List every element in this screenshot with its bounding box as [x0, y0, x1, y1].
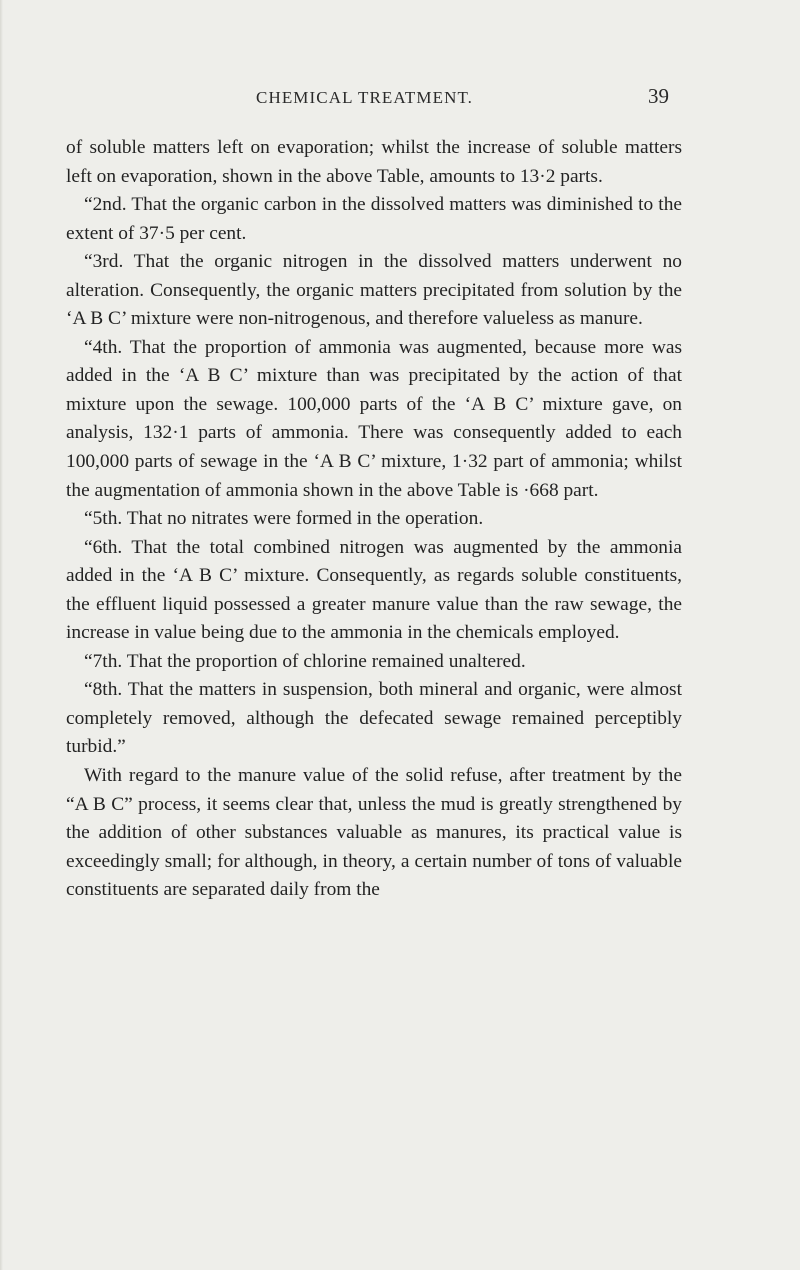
- paragraph-continued: of soluble matters left on evaporation; whilst the increase of soluble matters left on evaporation, shown in the above Table, amounts to 13·2 parts.: [66, 137, 682, 187]
- paragraph-third-finding: “3rd. That the organic nitrogen in the dissolved matters underwent no alteration. Consequently, the organic matters precipitated from solution by the ‘A B C’ mixture were non-nitrogenous, and therefore valueless as manure.: [66, 251, 682, 330]
- paragraph-eighth-finding: “8th. That the matters in suspension, both mineral and organic, were almost completely removed, although the defecated sewage remained perceptibly turbid.”: [66, 679, 682, 758]
- paragraph-second-finding: “2nd. That the organic carbon in the dissolved matters was diminished to the extent of 37·5 per cent.: [66, 194, 682, 244]
- paragraph-seventh-finding: “7th. That the proportion of chlorine remained unaltered.: [84, 650, 526, 672]
- page-edge-shadow: [0, 0, 3, 1270]
- body-text: [66, 134, 682, 905]
- paragraph-fifth-finding: “5th. That no nitrates were formed in the operation.: [84, 508, 484, 530]
- page-number: 39: [648, 84, 669, 108]
- running-head: CHEMICAL TREATMENT.: [256, 88, 474, 107]
- page-header: [0, 86, 800, 110]
- paragraph-manure-value: With regard to the manure value of the solid refuse, after treatment by the “A B C” process, it seems clear that, unless the mud is greatly strengthened by the addition of other substances valuable as manures, its practical value is exceedingly small; for although, in theory, a certain number of tons of valuable constituents are separated daily from the: [66, 765, 682, 901]
- paragraph-sixth-finding: “6th. That the total combined nitrogen was augmented by the ammonia added in the ‘A B C’ mixture. Consequently, as regards soluble constituents, the effluent liquid possessed a greater manure value than the raw sewage, the increase in value being due to the ammonia in the chemicals employed.: [66, 536, 682, 644]
- paragraph-fourth-finding: “4th. That the proportion of ammonia was augmented, because more was added in the ‘A B C’ mixture than was precipitated by the action of that mixture upon the sewage. 100,000 parts of the ‘A B C’ mixture gave, on analysis, 132·1 parts of ammonia. There was consequently added to each 100,000 parts of sewage in the ‘A B C’ mixture, 1·32 part of ammonia; whilst the augmentation of ammonia shown in the above Table is ·668 part.: [66, 336, 682, 501]
